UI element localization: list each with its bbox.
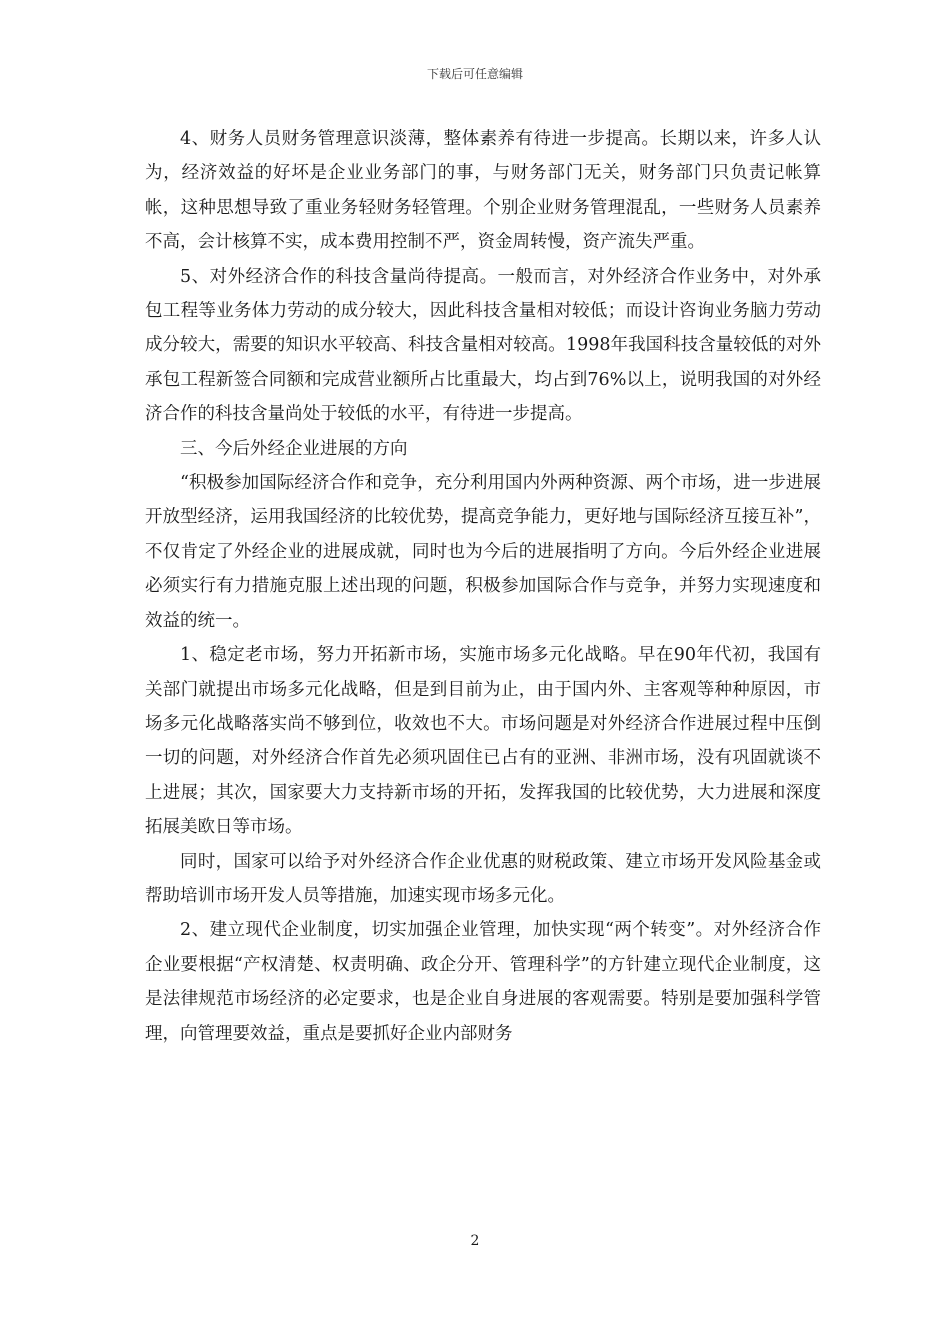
page-number: 2 <box>470 1233 480 1249</box>
paragraph-finance-awareness: 4、财务人员财务管理意识淡薄，整体素养有待进一步提高。长期以来，许多人认为，经济效益的好坏是企业业务部门的事，与财务部门无关，财务部门只负责记帐算帐，这种思想导致了重业务轻财务轻管理。个别企业财务管理混乱，一些财务人员素养不高，会计核算不实，成本费用控制不严，资金周转慢，资产流失严重。 <box>145 129 821 253</box>
paragraph-tech-content: 5、对外经济合作的科技含量尚待提高。一般而言，对外经济合作业务中，对外承包工程等业务体力劳动的成分较大，因此科技含量相对较低；而设计咨询业务脑力劳动成分较大，需要的知识水平较高、科技含量相对较高。1998年我国科技含量较低的对外承包工程新签合同额和完成营业额所占比重最大，均占到76%以上，说明我国的对外经济合作的科技含量尚处于较低的水平，有待进一步提高。 <box>145 266 821 425</box>
paragraph-state-support: 同时，国家可以给予对外经济合作企业优惠的财税政策、建立市场开发风险基金或帮助培训市场开发人员等措施，加速实现市场多元化。 <box>145 851 821 906</box>
section-heading-future-direction: 三、今后外经企业进展的方向 <box>180 438 408 459</box>
page-header: 下载后可任意编辑 <box>426 67 523 81</box>
document-body <box>145 122 821 1051</box>
paragraph-modern-enterprise-system: 2、建立现代企业制度，切实加强企业管理，加快实现“两个转变”。对外经济合作企业要根据“产权清楚、权责明确、政企分开、管理科学”的方针建立现代企业制度，这是法律规范市场经济的必定要求，也是企业自身进展的客观需要。特别是要加强科学管理，向管理要效益，重点是要抓好企业内部财务 <box>145 920 821 1044</box>
paragraph-market-diversification: 1、稳定老市场，努力开拓新市场，实施市场多元化战略。早在90年代初，我国有关部门就提出市场多元化战略，但是到目前为止，由于国内外、主客观等种种原因，市场多元化战略落实尚不够到位，收效也不大。市场问题是对外经济合作进展过程中压倒一切的问题，对外经济合作首先必须巩固住已占有的亚洲、非洲市场，没有巩固就谈不上进展；其次，国家要大力支持新市场的开拓，发挥我国的比较优势，大力进展和深度拓展美欧日等市场。 <box>145 645 821 838</box>
paragraph-quote-international-cooperation: “积极参加国际经济合作和竞争，充分利用国内外两种资源、两个市场，进一步进展开放型经济，运用我国经济的比较优势，提高竞争能力，更好地与国际经济互接互补”，不仅肯定了外经企业的进展成就，同时也为今后的进展指明了方向。今后外经企业进展必须实行有力措施克服上述出现的问题，积极参加国际合作与竞争，并努力实现速度和效益的统一。 <box>145 473 821 631</box>
